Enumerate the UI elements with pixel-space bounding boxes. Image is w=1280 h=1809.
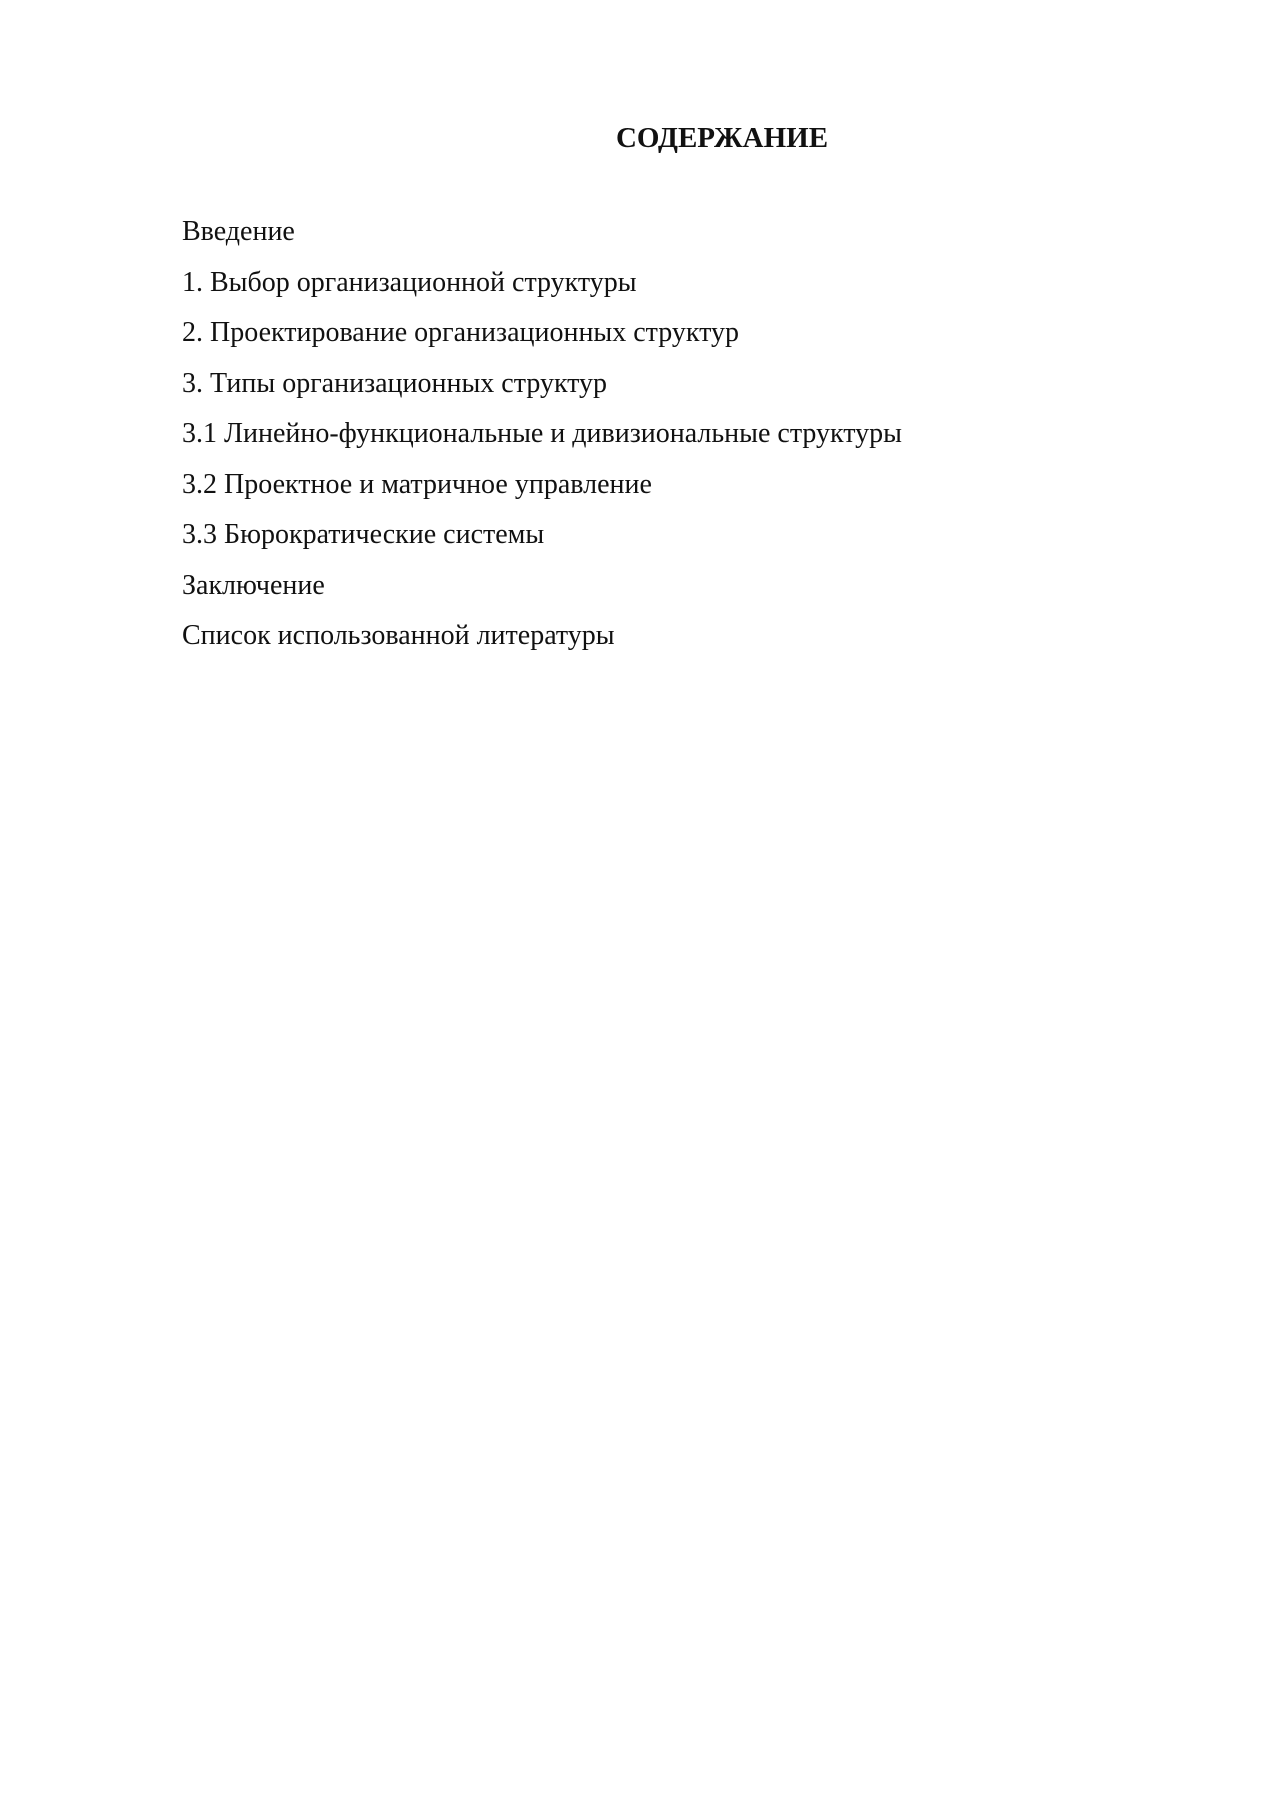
toc-item-3-1: 3.1 Линейно-функциональные и дивизиональные структуры	[182, 418, 902, 449]
toc-item-introduction: Введение	[182, 216, 295, 247]
toc-item-conclusion: Заключение	[182, 569, 325, 601]
toc-item-references: Список использованной литературы	[182, 620, 615, 651]
toc-item-3-2: 3.2 Проектное и матричное управление	[182, 468, 652, 500]
toc-heading: СОДЕРЖАНИЕ	[615, 122, 829, 154]
toc-item-3: 3. Типы организационных структур	[182, 367, 608, 399]
toc-item-1: 1. Выбор организационной структуры	[182, 266, 637, 298]
toc-heading-container	[612, 118, 832, 158]
toc-list	[182, 212, 902, 667]
toc-item-2: 2. Проектирование организационных структур	[182, 317, 739, 348]
toc-item-3-3: 3.3 Бюрократические системы	[182, 519, 545, 550]
